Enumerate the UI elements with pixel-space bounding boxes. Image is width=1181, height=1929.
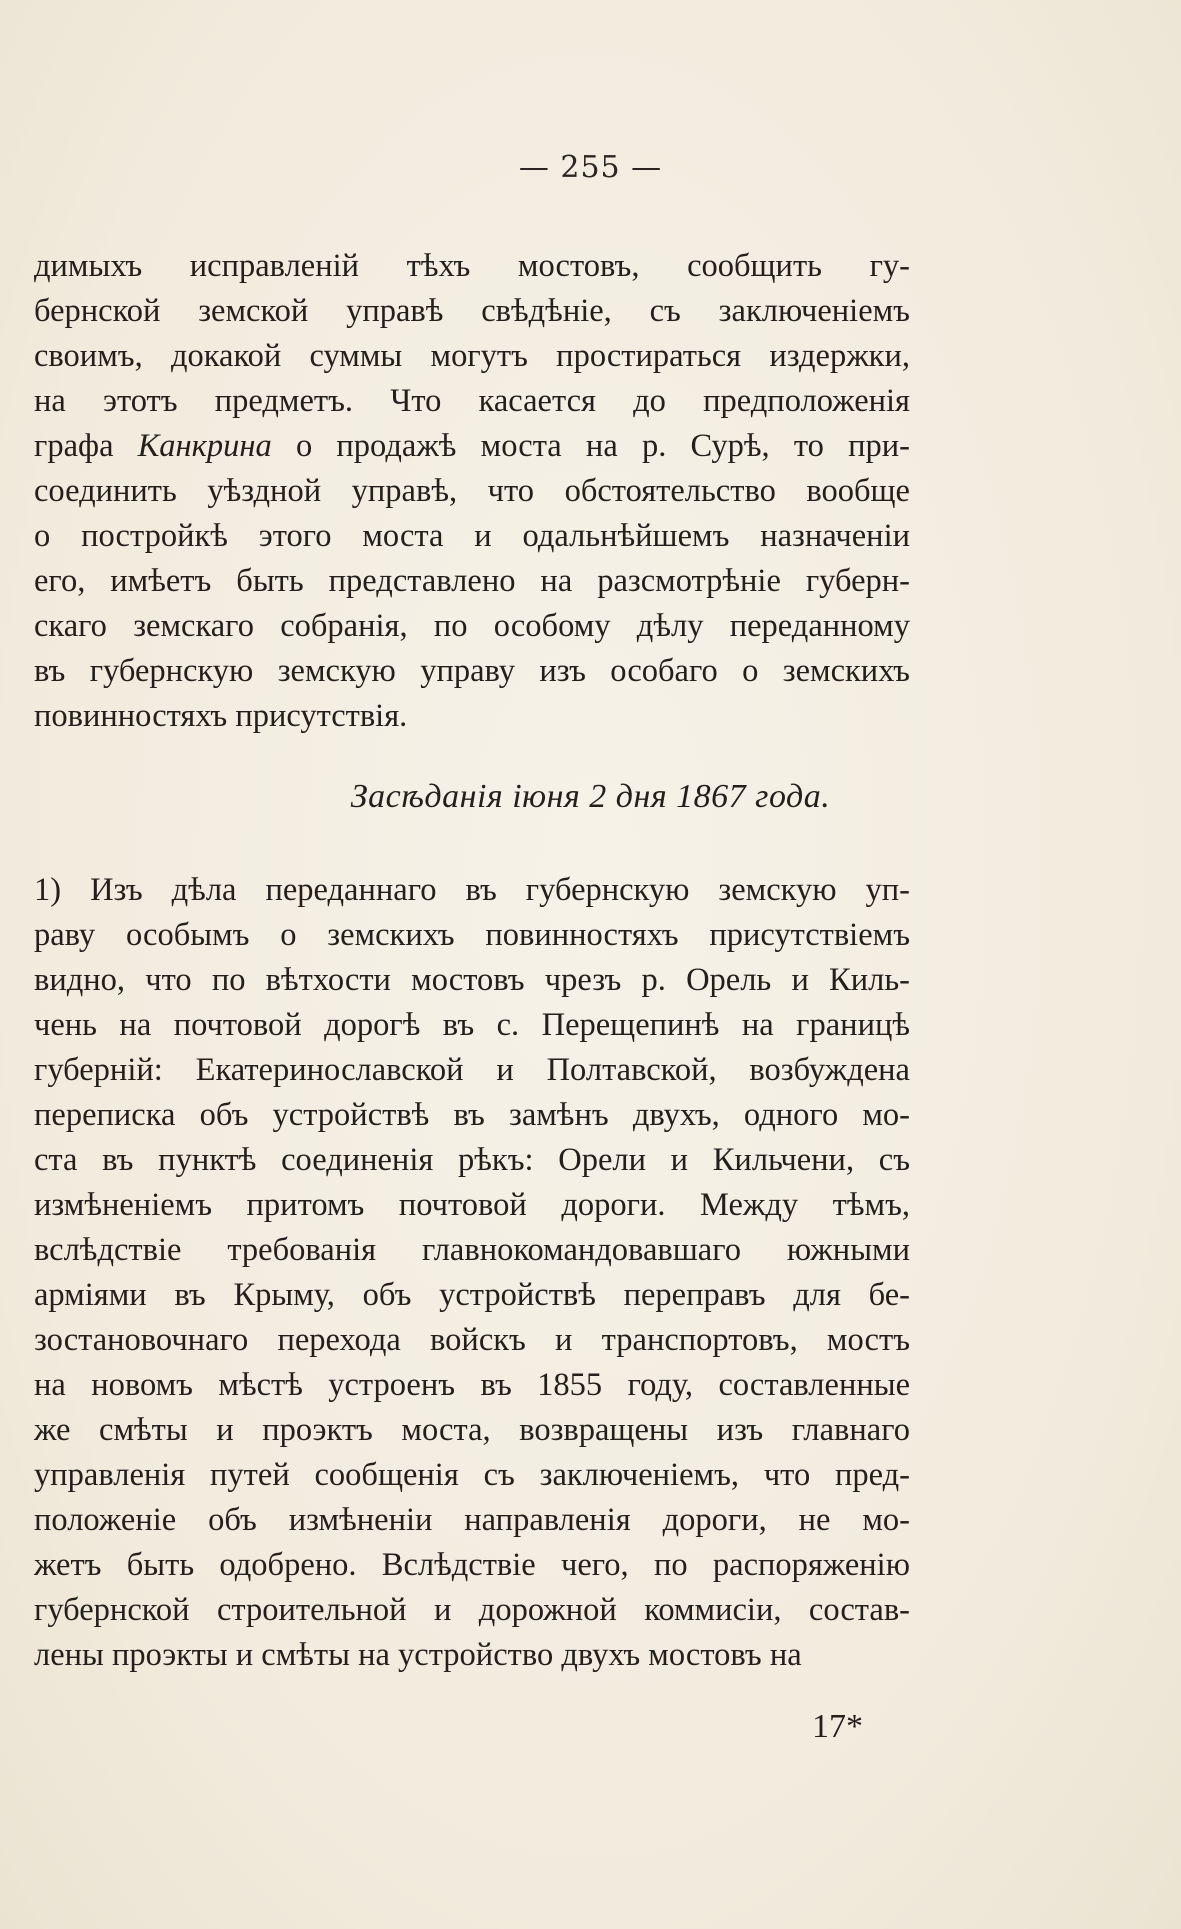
text-line: положеніе объ измѣненіи направленія дороги, не мо- xyxy=(34,1502,910,1538)
italic-name: Канкрина xyxy=(137,428,272,464)
text-line: ста въ пунктѣ соединенія рѣкъ: Орели и Кильчени, съ xyxy=(34,1142,910,1178)
text-line: соединить уѣздной управѣ, что обстоятельство вообще xyxy=(34,473,910,509)
text-line: жетъ быть одобрено. Вслѣдствіе чего, по распоряженію xyxy=(34,1547,910,1583)
text-line: въ губернскую земскую управу изъ особаго о земскихъ xyxy=(34,653,910,689)
text-line: лены проэкты и смѣты на устройство двухъ мостовъ на xyxy=(34,1637,802,1673)
text-line: переписка объ устройствѣ въ замѣнъ двухъ, одного мо- xyxy=(34,1097,910,1133)
text-line: димыхъ исправленій тѣхъ мостовъ, сообщить гу- xyxy=(34,248,910,284)
text-line: арміями въ Крыму, объ устройствѣ переправъ для бе- xyxy=(34,1277,910,1313)
text-line: повинностяхъ присутствія. xyxy=(34,698,408,734)
page-number: — 255 — xyxy=(518,150,663,185)
text-line: раву особымъ о земскихъ повинностяхъ присутствіемъ xyxy=(34,917,910,953)
text-line: его, имѣетъ быть представлено на разсмотрѣніе губерн- xyxy=(34,563,910,599)
text-line: управленія путей сообщенія съ заключеніемъ, что пред- xyxy=(34,1457,910,1493)
text-line: измѣненіемъ притомъ почтовой дороги. Между тѣмъ, xyxy=(34,1187,910,1223)
text-line: видно, что по вѣтхости мостовъ чрезъ р. Орель и Киль- xyxy=(34,962,910,998)
signature-mark: 17* xyxy=(812,1708,863,1745)
text-line: на новомъ мѣстѣ устроенъ въ 1855 году, составленные xyxy=(34,1367,910,1403)
text-line: своимъ, докакой суммы могутъ простираться издержки, xyxy=(34,338,910,374)
text-line: скаго земскаго собранія, по особому дѣлу переданному xyxy=(34,608,910,644)
text-line: о постройкѣ этого моста и одальнѣйшемъ назначеніи xyxy=(34,518,910,554)
text-line: на этотъ предметъ. Что касается до предположенія xyxy=(34,383,910,419)
paragraph-2 xyxy=(34,868,910,1678)
session-heading: Засѣданія іюня 2 дня 1867 года. xyxy=(350,778,831,815)
text-line: графа Канкрина о продажѣ моста на р. Сурѣ, то при- xyxy=(34,428,910,464)
text-line: бернской земской управѣ свѣдѣніе, съ заключеніемъ xyxy=(34,293,910,329)
paragraph-1 xyxy=(34,244,910,739)
text-line: 1) Изъ дѣла переданнаго въ губернскую земскую уп- xyxy=(34,872,910,908)
text-line: губерній: Екатеринославской и Полтавской, возбуждена xyxy=(34,1052,910,1088)
text-line: губернской строительной и дорожной коммисіи, состав- xyxy=(34,1592,910,1628)
text-line: вслѣдствіе требованія главнокомандовавшаго южными xyxy=(34,1232,910,1268)
text-line: же смѣты и проэктъ моста, возвращены изъ главнаго xyxy=(34,1412,910,1448)
text-line: чень на почтовой дорогѣ въ с. Перещепинѣ на границѣ xyxy=(34,1007,910,1043)
text-line: зостановочнаго перехода войскъ и транспортовъ, мостъ xyxy=(34,1322,910,1358)
